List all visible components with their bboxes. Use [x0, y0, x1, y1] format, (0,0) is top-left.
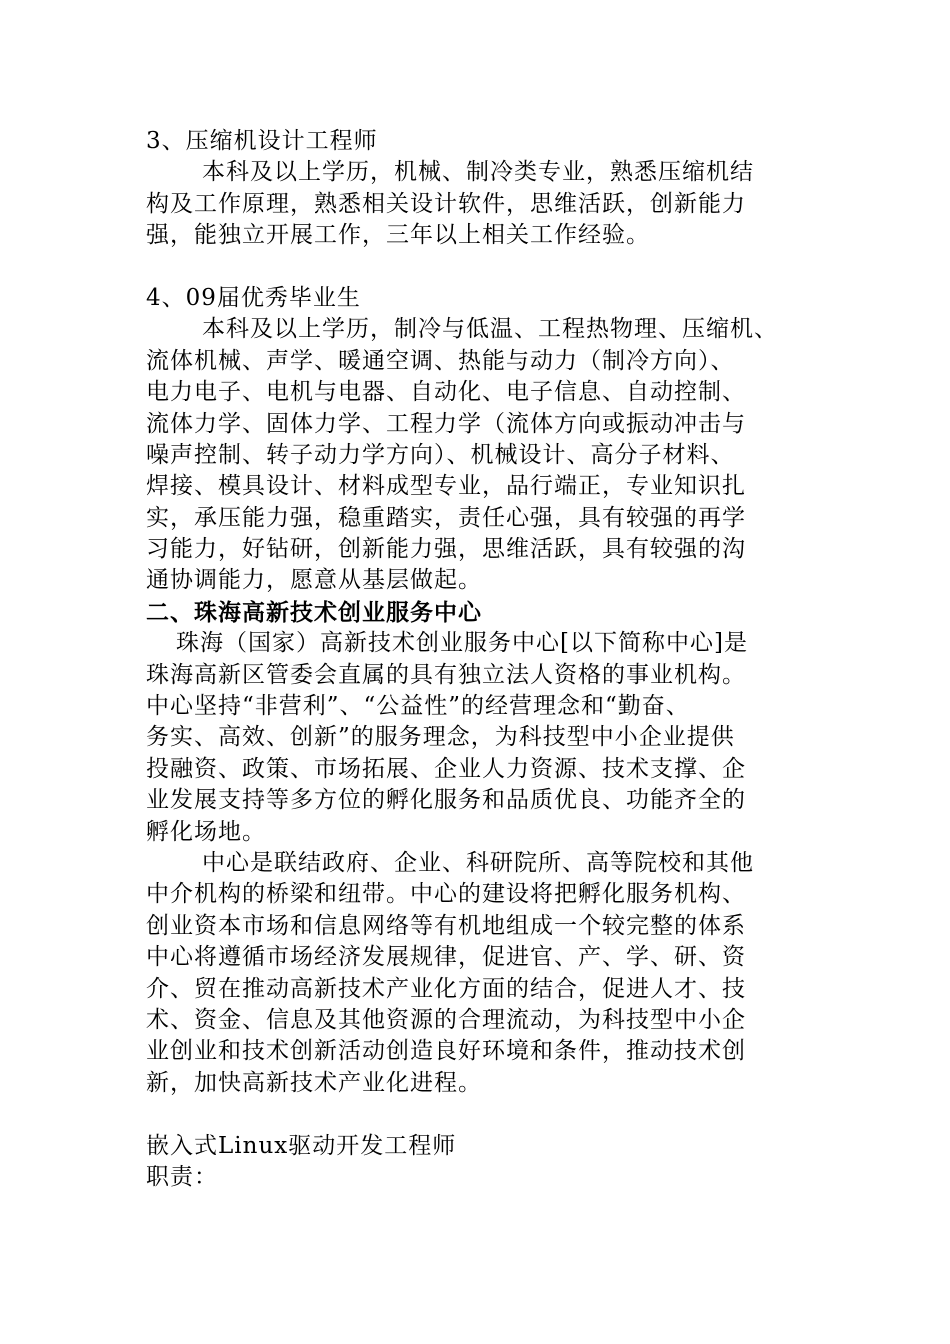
spacer: [146, 1099, 826, 1130]
part-2-p2-line-6: 术、资金、信息及其他资源的合理流动，为科技型中小企: [146, 1006, 746, 1033]
part-2-p2-line-5: 介、贸在推动高新技术产业化方面的结合，促进人才、技: [146, 975, 746, 1002]
part-2-p1-line-3: 中心坚持“非营利”、“公益性”的经营理念和“勤奋、: [146, 693, 690, 720]
section-4-line-4: 流体力学、固体力学、工程力学（流体方向或振动冲击与: [146, 410, 746, 437]
section-3-line-1: 本科及以上学历，机械、制冷类专业，熟悉压缩机结: [202, 159, 754, 186]
section-4-line-3: 电力电子、电机与电器、自动化、电子信息、自动控制、: [146, 379, 746, 406]
section-4-line-1: 本科及以上学历，制冷与低温、工程热物理、压缩机、: [202, 316, 778, 343]
part-2-p2-line-1: 中心是联结政府、企业、科研院所、高等院校和其他: [202, 849, 754, 876]
part-2-p1-line-4: 务实、高效、创新”的服务理念，为科技型中小企业提供: [146, 724, 735, 751]
section-4-line-2: 流体机械、声学、暖通空调、热能与动力（制冷方向）、: [146, 347, 735, 374]
part-2-p1-line-1: 珠海（国家）高新技术创业服务中心[以下简称中心]是: [176, 630, 748, 657]
part-2-p2-line-7: 业创业和技术创新活动创造良好环境和条件，推动技术创: [146, 1038, 746, 1065]
section-4-line-9: 通协调能力，愿意从基层做起。: [146, 567, 482, 594]
part-2-title: 二、珠海高新技术创业服务中心: [146, 598, 482, 626]
document-page: [146, 126, 826, 1193]
duty-label: 职责：: [146, 1163, 218, 1190]
part-2-p2-line-8: 新，加快高新技术产业化进程。: [146, 1069, 482, 1096]
part-2-p1-line-5: 投融资、政策、市场拓展、企业人力资源、技术支撑、企: [146, 755, 746, 782]
part-2-p2-line-3: 创业资本市场和信息网络等有机地组成一个较完整的体系: [146, 912, 746, 939]
part-2-p1-line-7: 孵化场地。: [146, 818, 266, 845]
part-2-p1-line-2: 珠海高新区管委会直属的具有独立法人资格的事业机构。: [146, 661, 746, 688]
section-4-title: 4、09届优秀毕业生: [146, 284, 361, 311]
section-3-title: 3、压缩机设计工程师: [146, 128, 378, 154]
section-4-line-6: 焊接、模具设计、材料成型专业，品行端正，专业知识扎: [146, 473, 746, 500]
section-4-line-5: 噪声控制、转子动力学方向）、机械设计、高分子材料、: [146, 441, 735, 468]
part-2-p2-line-4: 中心将遵循市场经济发展规律，促进官、产、学、研、资: [146, 944, 746, 971]
linux-job-title: 嵌入式Linux驱动开发工程师: [146, 1132, 457, 1159]
section-4-line-8: 习能力，好钻研，创新能力强，思维活跃，具有较强的沟: [146, 536, 746, 563]
section-4-line-7: 实，承压能力强，稳重踏实，责任心强，具有较强的再学: [146, 504, 746, 531]
part-2-p2-line-2: 中介机构的桥梁和纽带。中心的建设将把孵化服务机构、: [146, 881, 746, 908]
section-3-line-2: 构及工作原理，熟悉相关设计软件，思维活跃，创新能力: [146, 190, 746, 217]
spacer: [146, 252, 826, 283]
section-3-line-3: 强，能独立开展工作，三年以上相关工作经验。: [146, 222, 650, 249]
part-2-p1-line-6: 业发展支持等多方位的孵化服务和品质优良、功能齐全的: [146, 787, 746, 814]
